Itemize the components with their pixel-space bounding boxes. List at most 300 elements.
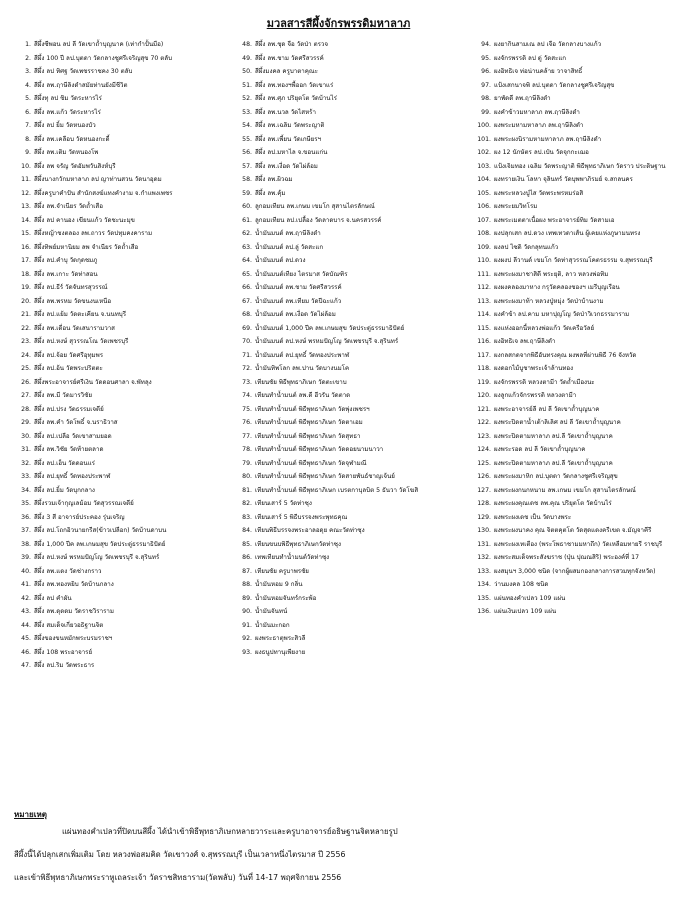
list-item-text: ผงสมุนฯ 3,000 ชนิด (จากผู้ผสมกองกลางการสวมทุกจังหวัด) xyxy=(494,567,656,575)
list-item-number: 129. xyxy=(477,513,491,521)
list-item-number: 10. xyxy=(21,162,31,170)
list-item xyxy=(473,187,673,201)
list-item xyxy=(473,38,673,52)
list-item-text: ผงปลุกเสก ลป.ดวง เทพเทวดาเส้น ผู้เคยแห่งภูษามนทรง xyxy=(494,230,641,237)
list-item-number: 40. xyxy=(21,567,31,575)
document-title-text: มวลสารสีผึ้งจักรพรรดิมหาลาภ xyxy=(266,17,411,30)
list-item-text: เทียนพิธีบรรจงพระอาลอดุย คณะวัดท่าซุง xyxy=(255,527,365,534)
list-item-number: 22. xyxy=(21,324,31,332)
list-item-text: น้ำมันจันทน์ xyxy=(255,608,288,615)
list-item-number: 28. xyxy=(21,405,31,413)
list-item xyxy=(473,200,673,214)
list-item-text: สีผึ้ง ลป.จ้อย วัดศรีอุทุมพร xyxy=(34,351,104,359)
list-item xyxy=(13,443,228,457)
list-item-text: สีผึ้ง ลป ทิศฐ วัดเพชรราชคง 30 ตลับ xyxy=(34,68,133,75)
list-item xyxy=(13,106,228,120)
list-item xyxy=(13,403,228,417)
list-item-number: 93. xyxy=(242,648,252,656)
list-item xyxy=(13,592,228,606)
list-item-number: 20. xyxy=(21,297,31,305)
list-item-number: 116. xyxy=(477,338,491,345)
document-title xyxy=(0,14,677,32)
list-item-text: สีผึ้ง ลพ.คุ้ม xyxy=(255,189,286,197)
list-item-number: 46. xyxy=(21,648,31,656)
list-item-text: ผงพระปิดตาน้ำเต้าลิเลิศ ลป ลี วัดเขาถ้ำบุญนาค xyxy=(494,419,621,426)
list-item xyxy=(473,254,673,268)
list-item xyxy=(234,349,472,363)
list-item xyxy=(234,578,472,592)
list-item xyxy=(234,308,472,322)
list-item xyxy=(473,470,673,484)
list-item-text: สีผึ้งของขนหมักพระบรมราชฯ xyxy=(34,635,113,642)
list-item-text: น้ำมันมนต์ ลป.ยุทธิ์ วัดทองประพาฬ xyxy=(255,351,350,359)
list-item xyxy=(234,254,472,268)
list-item-text: เทียนทำน้ำมนต์ พิธีพุทธาภิเษก วัดสุทธา xyxy=(255,432,361,440)
list-item-number: 61. xyxy=(242,216,252,224)
list-item xyxy=(473,578,673,592)
list-item-text: น้ำมันหอมจันทร์กระพ้อ xyxy=(255,594,317,602)
list-item-number: 109. xyxy=(477,243,491,251)
note-heading: หมายเหตุ xyxy=(14,810,47,819)
list-item-number: 14. xyxy=(21,216,31,224)
list-item-text: ลูกอมเทียน ลป.เปลื้อง วัดลาดบาร จ.นครสวรรค์ xyxy=(255,216,382,224)
list-item xyxy=(13,524,228,538)
list-item xyxy=(234,335,472,349)
list-item-number: 48. xyxy=(242,41,252,48)
list-item-number: 128. xyxy=(477,500,491,507)
list-item xyxy=(13,92,228,106)
list-item-text: เทียนทำน้ำมนต์ พิธีพุทธาภิเษก วัดตาเอม xyxy=(255,419,363,426)
list-item-text: สีผึ้ง ลพ.วิชัย วัดท้ายตลาด xyxy=(34,446,104,453)
list-item xyxy=(234,619,472,633)
list-item xyxy=(13,173,228,187)
list-item-text: ผงลป ไซดิ วัดกลุทนแก้ว xyxy=(494,243,559,251)
list-item-text: น้ำมันมนต์ ลพ.เทียม วัดปีฉะแก้ว xyxy=(255,297,342,305)
list-item-number: 81. xyxy=(242,486,252,494)
list-item-number: 72. xyxy=(242,365,252,372)
list-item xyxy=(234,295,472,309)
list-item-number: 26. xyxy=(21,378,31,386)
list-item-text: สีผึ้ง ลป.อ้น วัดพระปริตตะ xyxy=(34,365,103,372)
list-item-number: 13. xyxy=(21,203,31,210)
list-item-text: สีผึ้ง ลพ จรัญ วัดอัมพวันสิงห์บุรี xyxy=(34,162,116,170)
list-item-number: 130. xyxy=(477,527,491,534)
list-item xyxy=(473,119,673,133)
list-item xyxy=(234,146,472,160)
list-item-text: สีผึ้ง ลพ.ทองหยิบ วัดบ้านกลาง xyxy=(34,581,114,588)
list-item-text: ผงพระผงมาชาสิดี พระยุติ, ลาว หลวงพ่อทิม xyxy=(494,270,609,278)
list-item xyxy=(234,214,472,228)
list-item-text: น้ำมันมนต์ ลป.ดวง xyxy=(255,257,306,264)
list-item-text: แผ่นทองคำเปลว 109 แผ่น xyxy=(494,594,566,602)
list-item xyxy=(13,646,228,660)
list-item-number: 111. xyxy=(477,270,491,278)
list-item-number: 76. xyxy=(242,419,252,426)
list-item-text: น้ำมันมะกอก xyxy=(255,621,290,629)
list-item xyxy=(13,538,228,552)
list-item xyxy=(13,79,228,93)
list-item-text: ผงพระมหามหาลาภ ลพ.ฤาษีลิงดำ xyxy=(494,122,584,129)
list-item-text: ผงพระผงนิรามหามหาลาภ ลพ.ฤาษีลิงดำ xyxy=(494,135,602,143)
list-item-text: ผงยากินสามเณ ลป เจือ วัดกลางบางแก้ว xyxy=(494,41,602,48)
list-item-number: 37. xyxy=(21,527,31,534)
list-item-text: สีผึ้ง ลพ.แก้ว วัดระหารไร่ xyxy=(34,108,101,116)
list-item-number: 125. xyxy=(477,459,491,467)
list-item xyxy=(13,335,228,349)
list-item-number: 4. xyxy=(25,81,31,89)
list-item-number: 38. xyxy=(21,540,31,548)
list-item xyxy=(13,281,228,295)
list-item xyxy=(473,322,673,336)
list-item-number: 23. xyxy=(21,338,31,345)
list-item-number: 1. xyxy=(25,41,31,48)
list-item-number: 90. xyxy=(242,608,252,615)
list-item-number: 11. xyxy=(21,176,31,183)
list-item xyxy=(13,470,228,484)
list-item xyxy=(473,430,673,444)
list-item-text: ผงพระปิดตามหาลาภ ลป.ลี วัดเขาถ้ำบุญนาค xyxy=(494,432,613,440)
list-item xyxy=(473,403,673,417)
list-item xyxy=(13,119,228,133)
list-item xyxy=(234,79,472,93)
list-item-text: ผงพระอาจารย์ลี ลป ลี วัดเขาถ้ำบุญนาค xyxy=(494,405,600,413)
list-item xyxy=(13,511,228,525)
list-item-text: สีผึ้ง ลป.เปลือ วัดเขาสามยอด xyxy=(34,432,112,440)
list-item-text: ผงคำข้าวมหาลาภ ลพ.ฤาษีลิงดำ xyxy=(494,108,580,116)
list-item-text: สีผึ้ง ลป.หงษ์ สุวรรณโณ วัดเพชรบุรี xyxy=(34,338,129,345)
list-item-number: 57. xyxy=(242,162,252,170)
list-item-number: 52. xyxy=(242,95,252,102)
list-item xyxy=(13,565,228,579)
list-item-number: 17. xyxy=(21,257,31,264)
list-item xyxy=(234,160,472,174)
list-item-number: 68. xyxy=(242,311,252,318)
list-item-number: 122. xyxy=(477,419,491,426)
list-item-number: 135. xyxy=(477,594,491,602)
list-item-text: แผ่นเงินเปลว 109 แผ่น xyxy=(494,608,557,615)
list-item xyxy=(234,133,472,147)
list-item xyxy=(234,200,472,214)
list-item-number: 24. xyxy=(21,351,31,359)
list-item xyxy=(473,173,673,187)
list-item xyxy=(234,119,472,133)
list-item-text: ผง 12 นักษัตร ลป.เป๋น วัดจุกกะเฌอ xyxy=(494,149,589,156)
list-item-text: สีผึ้ง ลพ.เคลือบ วัดหนองกะดี้ xyxy=(34,135,110,143)
list-item xyxy=(13,322,228,336)
list-item-text: สีผึ้งนางกวักมหาลาภ ลป ญาท่านสวน วัดนาอุดม xyxy=(34,176,162,183)
list-item xyxy=(234,389,472,403)
list-item-number: 43. xyxy=(21,608,31,615)
list-item-text: สีผึ้ง ลพ.นวล วัดไสหร้า xyxy=(255,108,316,116)
list-item-text: สีผึ้ง 3 สี อาจารย์ประคอง รุ่นเจริญ xyxy=(34,513,125,521)
list-item xyxy=(473,79,673,93)
list-item-text: เทียนขนบพิธีพุทธาภิเษกวัดท่าซุง xyxy=(255,540,341,548)
list-item-text: น้ำมันมนต์ ลป.ลู่ วัดสะแก xyxy=(255,243,324,251)
list-item xyxy=(234,65,472,79)
list-item-number: 126. xyxy=(477,473,491,480)
list-item xyxy=(473,565,673,579)
list-item xyxy=(13,133,228,147)
list-item xyxy=(13,362,228,376)
list-item-number: 59. xyxy=(242,189,252,197)
list-item-text: สีผึ้ง ลป.ยุทธิ์ วัดทองประพาฬ xyxy=(34,473,111,480)
list-item-number: 119. xyxy=(477,378,491,386)
list-item-text: สีผึ้ง ลป.แย้ม วัดตะเคียน จ.นนทบุรี xyxy=(34,311,127,318)
list-item-text: ผงอิทธิเจ ท่อน่านคล้าย วาจาสิทธิ์ xyxy=(494,68,583,75)
list-item-number: 107. xyxy=(477,216,491,224)
list-item xyxy=(13,416,228,430)
list-item-text: สีผึ้ง ลพ.ศุภ ปริยุตโต วัดบ้านไร่ xyxy=(255,95,337,102)
list-item-text: น้ำมันมนต์ ลพ.เงื่อด วัดไผ่ล้อม xyxy=(255,311,336,318)
list-item-text: สีผึ้ง สมเด็จเกี่ยวอธิฐานจิต xyxy=(34,621,104,629)
list-item xyxy=(234,52,472,66)
list-item-number: 82. xyxy=(242,500,252,507)
list-item xyxy=(13,457,228,471)
list-item-text: เทียนเสาร์ 5 วัดท่าซุง xyxy=(255,500,312,507)
list-item-number: 108. xyxy=(477,230,491,237)
list-item-number: 21. xyxy=(21,311,31,318)
list-item xyxy=(13,376,228,390)
list-item-number: 16. xyxy=(21,243,31,251)
list-item-number: 55. xyxy=(242,135,252,143)
list-item-text: ผงธนูปทานุเพียงาย xyxy=(255,648,306,656)
list-item-text: ผงพระผงนาคง คุณ จิตตคุตโต วัดสุดแดงครีเขต จ.มัญจาคีรี xyxy=(494,527,652,534)
list-item-text: ผงพระผงเดช เป็น วัดบางพระ xyxy=(494,513,572,521)
list-item xyxy=(13,389,228,403)
list-item xyxy=(473,416,673,430)
list-item-text: ผงอิทธิเจ ลพ.ฤาษีลิงดำ xyxy=(494,338,556,345)
list-item-number: 131. xyxy=(477,540,491,548)
list-item xyxy=(473,106,673,120)
list-item-text: สีผึ้ง ลป คำผัน xyxy=(34,594,72,602)
list-item-text: สีผึ้ง ลพ.จำเนียร วัดถ้ำเสือ xyxy=(34,203,103,210)
list-item xyxy=(473,335,673,349)
list-item xyxy=(473,592,673,606)
list-item-text: ผงจักรพรรดิ ลป ดู่ วัดสะแก xyxy=(494,54,567,62)
list-item-text: สีผึ้งซีพอน ลป ลี วัดเขาถ้ำบุญนาค (เท่ากำปั้นมือ) xyxy=(34,41,164,48)
list-item xyxy=(234,511,472,525)
list-item-text: สีผึ้ง ลป.ปรง วัดธรรมเจดีย์ xyxy=(34,405,104,413)
note-line-2: สีผึ้งนี้ได้ปลุกเสกเพิ่มเติม โดย หลวงพ่อสมคิด วัดเขาวงศ์ จ.สุพรรณบุรี เป็นเวลาหนึ่งไตรมาส ปี 2556 xyxy=(14,850,346,859)
list-item-text: ยาพัดดี ลพ.ฤาษีลิงดำ xyxy=(494,95,551,102)
list-item-text: ผงคำข้า ลป.คาม มหาปุญโญ วัดป่าวิเวกธรรมาราม xyxy=(494,311,630,318)
list-item-number: 12. xyxy=(21,189,31,197)
list-item-number: 101. xyxy=(477,135,491,143)
list-item-text: สีผึ้ง ลป.ธีร์ วัดจันทรสุวรรณ์ xyxy=(34,284,108,291)
list-item-number: 27. xyxy=(21,392,31,399)
list-item-text: ผงทรายเงิน โลหา จุลินทร์ วัดบุพพาภิรมย์ จ.สกลนคร xyxy=(494,176,633,183)
list-item xyxy=(13,187,228,201)
list-item-text: ผงจักรพรรดิ หลวงตามีา วัดถ้ำเมืองนะ xyxy=(494,378,595,386)
list-item-number: 96. xyxy=(481,68,491,75)
list-item-number: 112. xyxy=(477,284,491,291)
list-item-number: 62. xyxy=(242,230,252,237)
list-item-text: สีผึ้ง ลป.ยิ้ม วัดบุกกลาง xyxy=(34,486,95,494)
list-item xyxy=(234,376,472,390)
list-item xyxy=(13,632,228,646)
list-item-text: น้ำมันมนต์เทียง ไตรมาส วัดบัณฑิร xyxy=(255,270,348,278)
list-item-text: ผงพระผงมาหิก ลป.บุตดา วัดกลางชูศรีเจริญสุข xyxy=(494,473,618,480)
list-item-number: 87. xyxy=(242,567,252,575)
material-list-column-1 xyxy=(13,38,228,673)
list-item-text: สีผึ้งมงคล ครูบาตาคุณะ xyxy=(255,68,318,75)
list-item-text: น้ำมันทิพโลก ลพ.ปาน วัดบางนมโค xyxy=(255,365,350,372)
list-item xyxy=(473,443,673,457)
list-item-text: สีผึ้ง ลพ.เดื่อน วัดเสนารามวาส xyxy=(34,324,115,332)
list-item xyxy=(13,308,228,322)
list-item-number: 47. xyxy=(21,662,31,669)
list-item-text: ผงพระยมวิทโรม xyxy=(494,203,538,210)
list-item-number: 115. xyxy=(477,324,491,332)
list-item-number: 89. xyxy=(242,594,252,602)
list-item-text: น้ำมันมนต์ ลป.หงษ์ พรหมปัญโญ วัดเพชรบุรี จ.สุรินทร์ xyxy=(255,338,399,345)
list-item-number: 134. xyxy=(477,581,491,588)
list-item-text: ผงพระปิดตามหาลาภ ลป.ลี วัดเขาถ้ำบุญนาค xyxy=(494,459,613,467)
list-item xyxy=(13,200,228,214)
list-item xyxy=(234,187,472,201)
list-item-number: 33. xyxy=(21,473,31,480)
list-item-number: 29. xyxy=(21,419,31,426)
list-item-number: 103. xyxy=(477,162,491,170)
list-item xyxy=(473,160,673,174)
list-item-number: 30. xyxy=(21,432,31,440)
list-item-number: 18. xyxy=(21,270,31,278)
list-item xyxy=(234,38,472,52)
list-item-number: 70. xyxy=(242,338,252,345)
list-item-text: ผงผงคลองมาหาง กรุวัดคลองชองฯ เมรีบุญเรือน xyxy=(494,284,620,291)
list-item xyxy=(13,619,228,633)
list-item-number: 34. xyxy=(21,486,31,494)
list-item-number: 136. xyxy=(477,608,491,615)
list-item-text: ผงพระสมเด็จพระสังฆราช (ปุ่น ปุณณสิริ) พระองค์ที่ 17 xyxy=(494,554,640,561)
list-item xyxy=(234,443,472,457)
list-item-number: 74. xyxy=(242,392,252,399)
list-item xyxy=(473,295,673,309)
list-item-text: สีผึ้ง ลพ.แดง วัดช่างกราว xyxy=(34,567,102,575)
list-item-number: 15. xyxy=(21,230,31,237)
list-item xyxy=(13,484,228,498)
list-item-text: ผงพระผงคุณเดช ลพ.คุณ ปริยุตโต วัดบ้านไร่ xyxy=(494,500,612,507)
list-item-number: 9. xyxy=(25,149,31,156)
list-item-text: ผงแห่งออกนี้หลวงพ่อแก้ว วัดเครือวัลย์ xyxy=(494,324,595,332)
list-item xyxy=(473,227,673,241)
list-item-text: เทียนชัย พิธีพุทธาภิเษก วัดตะเขาบ xyxy=(255,378,347,386)
list-item-text: สีผึ้ง ลพ.เกาะ วัดท่าสอน xyxy=(34,270,98,278)
list-item xyxy=(234,268,472,282)
list-item xyxy=(13,65,228,79)
list-item xyxy=(473,457,673,471)
list-item xyxy=(13,38,228,52)
list-item xyxy=(13,160,228,174)
list-item-number: 42. xyxy=(21,594,31,602)
list-item-text: สีผึ้ง ลพ.คำ วัดโพธิ์ จ.นราธิวาส xyxy=(34,419,118,426)
list-item-number: 132. xyxy=(477,554,491,561)
list-item xyxy=(234,484,472,498)
list-item-text: สีผึ้ง 1,000 ปีค ลพ.เกษมสุข วัดประดู่ธรรมาธิปัตย์ xyxy=(34,540,166,548)
list-item-text: สีผึ้ง ลป.มหาไล จ.ขอนแก่น xyxy=(255,149,328,156)
list-item-number: 104. xyxy=(477,176,491,183)
list-item-number: 91. xyxy=(242,621,252,629)
list-item-text: สีผึ้ง ลพ.เงื่อด วัดไผ่ล้อม xyxy=(255,162,318,170)
list-item-text: ลูกอมเทียน ลพ.เกษม เขมโก สุสานไตรลักษณ์ xyxy=(255,203,375,210)
list-item-number: 36. xyxy=(21,513,31,521)
note-line-1: แผ่นทองคำเปลวที่ปิดบนสีผึ้ง ได้นำเข้าพิธีพุทธาภิเษกหลายวาระและครูบาอาจารย์อธิษฐานจิตหลายรูป xyxy=(62,827,398,836)
list-item-text: สีผึ้ง ลพ.ดุดดม วัดราชวิราราม xyxy=(34,608,114,615)
list-item-number: 45. xyxy=(21,635,31,642)
list-item xyxy=(234,646,472,660)
list-item-text: ผงพระเมตตาเนื้อผง พระอาจารย์ทิม วัดสามเอ xyxy=(494,216,615,224)
list-item-text: ผงผงป ลีวานด์ เขมโก วัดท่าสุวรรณโคตรธรรม จ.สุพรรณบุรี xyxy=(494,257,653,264)
list-item xyxy=(234,551,472,565)
list-item-text: ว่านมงคล 108 ชนิด xyxy=(494,581,549,588)
list-item-number: 133. xyxy=(477,567,491,575)
material-list-column-3 xyxy=(473,38,673,619)
list-item-text: สีผึ้งทิพย์มหานิยม ลพ จำเนียร วัดถ้ำเสือ xyxy=(34,243,139,251)
list-item-number: 110. xyxy=(477,257,491,264)
list-item-text: สีผึ้ง ลป ยิ้ม วัดหนองบัว xyxy=(34,122,96,129)
list-item xyxy=(234,457,472,471)
list-item-text: ผงพระธาตุพระสิวลี xyxy=(255,635,306,642)
list-item xyxy=(234,322,472,336)
list-item-text: แป้งเจิมทอง เฉลิม วัดพระญาติ พิธีพุทธาภิเษก วัดราว ประดิษฐาน xyxy=(494,162,666,170)
list-item-number: 98. xyxy=(481,95,491,102)
list-item-number: 88. xyxy=(242,581,252,588)
list-item xyxy=(473,484,673,498)
list-item-number: 124. xyxy=(477,446,491,453)
list-item xyxy=(234,227,472,241)
list-item-number: 3. xyxy=(25,68,31,75)
list-item-number: 77. xyxy=(242,432,252,440)
list-item xyxy=(473,268,673,282)
list-item-text: เทียนทำน้ำมนต์ พิธีพุทธาภิเษก วัดดอยนามนาวา xyxy=(255,446,384,453)
list-item xyxy=(234,632,472,646)
list-item-text: เทียนทำน้ำมนต์ พิธีพุทธาภิเษก เบรตกาบุลบิต 5 ธันวา วัดโฆสิ xyxy=(255,486,419,494)
list-item-number: 105. xyxy=(477,189,491,197)
list-item-number: 95. xyxy=(481,54,491,62)
list-item-number: 51. xyxy=(242,81,252,89)
list-item-text: ผงพระผงเทเตือง (พระโพธาชามมหาถึก) วัดเหลือมทายรี ราชบุรี xyxy=(494,540,663,548)
list-item-text: สีผึ้ง ลป.หงษ์ พรหมปัญโญ วัดเพชรบุรี จ.สุรินทร์ xyxy=(34,554,160,561)
list-item-text: เทียนทำน้ำมนต์ พิธีพุทธาภิเษก วัดพุ่งเพชรฯ xyxy=(255,405,370,413)
list-item-text: ผงดอกไม้บูชาพระเจ้าล้านทอง xyxy=(494,365,574,372)
list-item-text: เทียนเสาร์ 5 พิธีบรรจงพระพุทธคุณ xyxy=(255,513,348,521)
list-item-number: 71. xyxy=(242,351,252,359)
list-item-number: 44. xyxy=(21,621,31,629)
list-item-number: 113. xyxy=(477,297,491,305)
list-item-number: 49. xyxy=(242,54,252,62)
list-item xyxy=(234,241,472,255)
list-item xyxy=(13,214,228,228)
list-item xyxy=(473,146,673,160)
list-item xyxy=(473,133,673,147)
list-item xyxy=(13,52,228,66)
list-item-text: ผงพระผงมาท้า หลวงปู่หมุ่ง วัดป่าบ้านงาม xyxy=(494,297,604,305)
list-item-number: 63. xyxy=(242,243,252,251)
list-item-number: 85. xyxy=(242,540,252,548)
list-item xyxy=(473,308,673,322)
list-item-number: 56. xyxy=(242,149,252,156)
list-item-number: 60. xyxy=(242,203,252,210)
list-item-number: 117. xyxy=(477,351,491,359)
list-item-text: ผงลูกแก้วจักรพรรดิ หลวงตามีา xyxy=(494,392,577,399)
list-item xyxy=(473,511,673,525)
list-item-text: แป้งเสกนาจพิ ลป.บุตดา วัดกลางชูศรีเจริญสุข xyxy=(494,81,615,89)
list-item-text: สีผึ้งรวมเจ้ากุญเลม้อม วัดสุวรรณเจดีย์ xyxy=(34,500,134,507)
list-item-number: 100. xyxy=(477,122,491,129)
list-item xyxy=(234,403,472,417)
list-item xyxy=(13,430,228,444)
list-item xyxy=(234,106,472,120)
